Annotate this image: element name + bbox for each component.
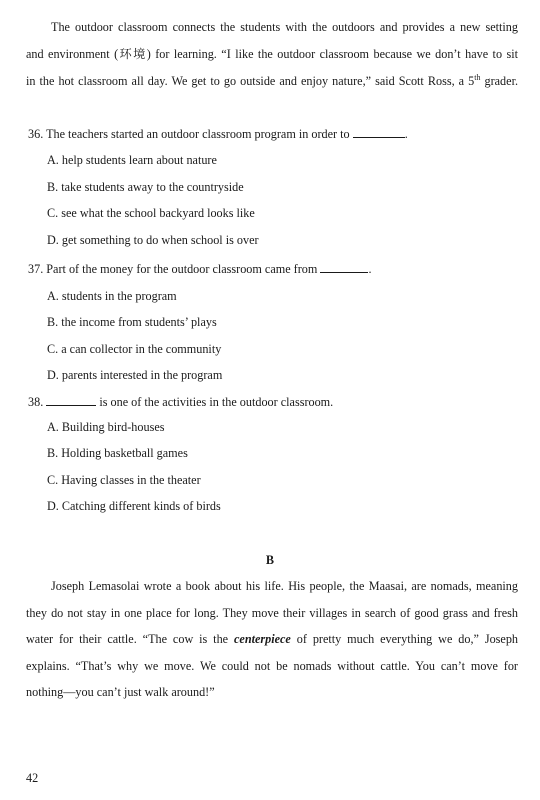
passage-line: The outdoor classroom connects the students with the outdoors and provides a new setting: [51, 20, 518, 34]
question-36-option-b: B. take students away to the countryside: [47, 180, 244, 194]
passage-line: water for their cattle. “The cow is the centerpiece of pretty much everything we do,” Joseph: [26, 632, 519, 646]
question-36-option-c: C. see what the school backyard looks like: [47, 206, 255, 220]
passage-line: nothing—you can’t just walk around!”: [26, 685, 215, 699]
question-38-option-d: D. Catching different kinds of birds: [47, 499, 221, 513]
passage-line: Joseph Lemasolai wrote a book about his life. His people, the Maasai, are nomads, meaning: [51, 579, 518, 593]
passage-line: in the hot classroom all day. We get to go outside and enjoy nature,” said Scott Ross, a 5th grader.: [26, 72, 518, 88]
question-36-stem: 36. The teachers started an outdoor classroom program in order to .: [28, 127, 408, 141]
question-37-option-a: A. students in the program: [47, 289, 177, 303]
answer-blank: [320, 262, 368, 273]
page-number: 42: [26, 771, 39, 785]
question-38-option-a: A. Building bird-houses: [47, 420, 165, 434]
passage-line: and environment (环境) for learning. “I like the outdoor classroom because we don’t have to sit: [26, 47, 518, 61]
passage-line: explains. “That’s why we move. We could not be nomads without cattle. You can’t move for: [26, 659, 518, 673]
question-37-stem: 37. Part of the money for the outdoor classroom came from .: [28, 262, 372, 276]
italic-term: centerpiece: [234, 632, 291, 646]
question-36-option-a: A. help students learn about nature: [47, 153, 217, 167]
answer-blank: [353, 127, 405, 138]
answer-blank: [46, 395, 96, 406]
question-37-option-d: D. parents interested in the program: [47, 368, 223, 382]
question-36-option-d: D. get something to do when school is over: [47, 233, 259, 247]
section-heading: B: [265, 553, 275, 567]
question-38-option-c: C. Having classes in the theater: [47, 473, 201, 487]
passage-line: they do not stay in one place for long. They move their villages in search of good grass and fresh: [26, 606, 518, 620]
question-38-option-b: B. Holding basketball games: [47, 446, 188, 460]
question-37-option-b: B. the income from students’ plays: [47, 315, 217, 329]
question-37-option-c: C. a can collector in the community: [47, 342, 222, 356]
question-38-stem: 38. is one of the activities in the outdoor classroom.: [28, 395, 334, 409]
superscript-th: th: [474, 72, 481, 82]
